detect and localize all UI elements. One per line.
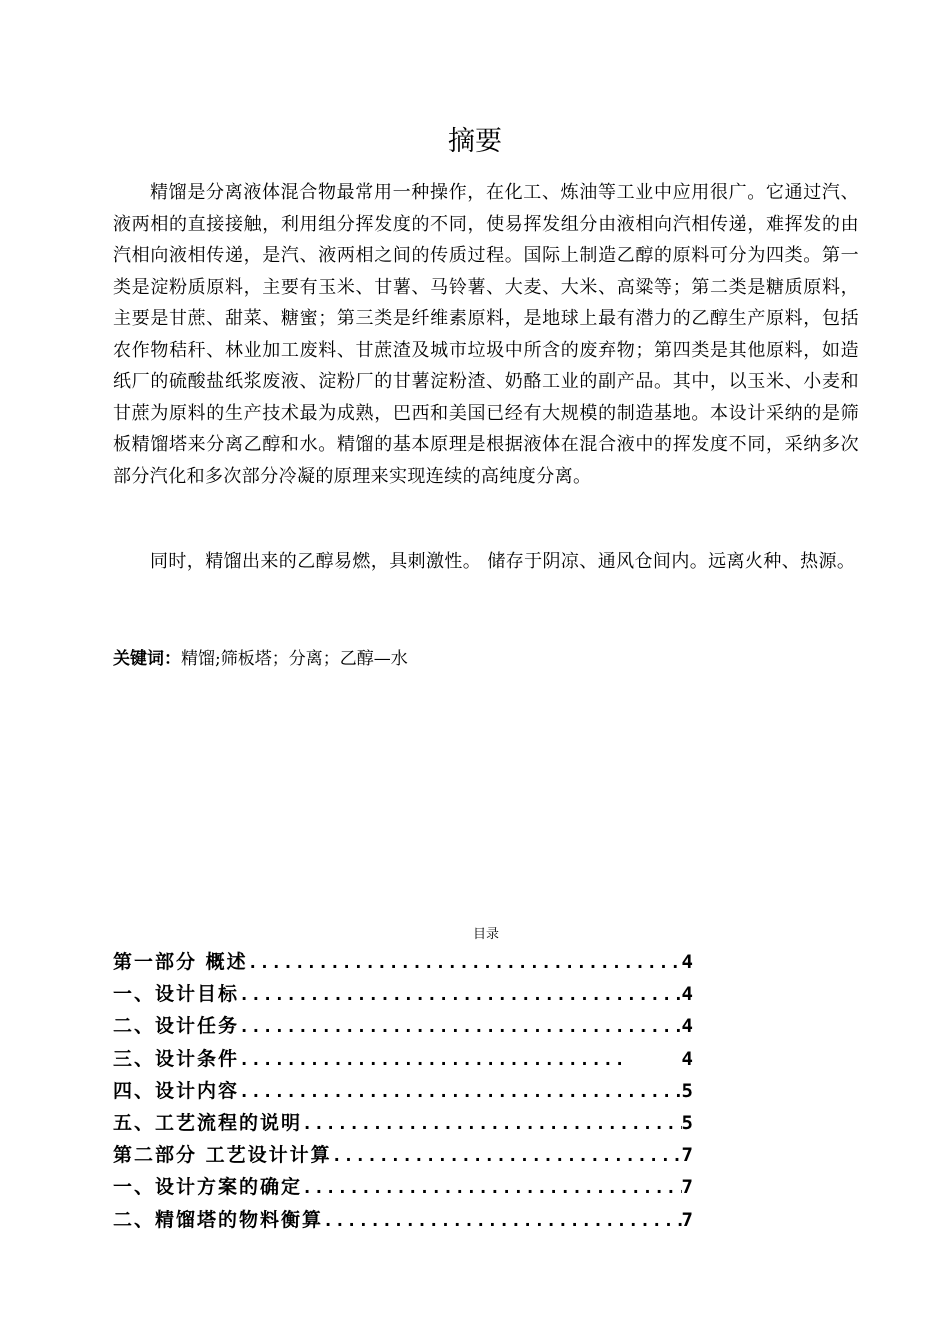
toc-entry[interactable] xyxy=(113,946,693,978)
abstract-paragraph-1 xyxy=(113,177,859,492)
toc-entry-label: 四、设计内容 xyxy=(113,1079,240,1102)
toc-entry[interactable] xyxy=(113,1107,693,1139)
toc-entry-page: 7 xyxy=(681,1208,693,1231)
toc-entry-label: 二、设计任务 xyxy=(113,1015,240,1038)
table-of-contents xyxy=(113,946,693,1236)
keywords-value: 精馏;筛板塔；分离；乙醇—水 xyxy=(181,649,408,669)
toc-entry-page: 7 xyxy=(681,1144,693,1167)
toc-leader-dots xyxy=(239,1076,682,1108)
toc-entry[interactable] xyxy=(113,1171,693,1203)
toc-leader-dots xyxy=(239,979,682,1011)
toc-leader-dots xyxy=(248,947,682,979)
toc-entry[interactable] xyxy=(113,1075,693,1107)
toc-entry[interactable] xyxy=(113,1204,693,1236)
toc-entry-page: 4 xyxy=(681,1047,693,1070)
toc-entry[interactable] xyxy=(113,1043,693,1075)
toc-leader-dots xyxy=(302,1108,682,1140)
keywords-line xyxy=(113,646,408,672)
keywords-label: 关键词： xyxy=(113,649,181,669)
toc-entry-page: 4 xyxy=(681,983,693,1006)
toc-entry[interactable] xyxy=(113,1139,693,1171)
toc-entry-page: 4 xyxy=(681,951,693,973)
toc-leader-dots xyxy=(239,1011,682,1043)
abstract-title: 摘要 xyxy=(448,126,502,157)
toc-leader-dots xyxy=(239,1044,621,1076)
toc-leader-dots xyxy=(323,1205,682,1237)
toc-entry-page: 5 xyxy=(681,1111,693,1134)
toc-entry-label: 二、精馏塔的物料衡算 xyxy=(113,1208,324,1231)
toc-entry-label: 五、工艺流程的说明 xyxy=(113,1111,303,1134)
toc-entry-label: 三、设计条件 xyxy=(113,1047,240,1070)
abstract-paragraph-2-text: 同时，精馏出来的乙醇易燃，具刺激性。 储存于阴凉、通风仓间内。远离火种、热源。 xyxy=(150,551,856,572)
toc-entry-label: 第二部分 工艺设计计算 xyxy=(113,1144,332,1167)
toc-entry-page: 5 xyxy=(681,1079,693,1102)
toc-entry[interactable] xyxy=(113,1010,693,1042)
toc-title: 目录 xyxy=(472,927,499,942)
toc-entry[interactable] xyxy=(113,978,693,1010)
toc-entry-label: 一、设计目标 xyxy=(113,983,240,1006)
toc-entry-page: 7 xyxy=(681,1176,693,1199)
toc-leader-dots xyxy=(302,1172,682,1204)
toc-leader-dots xyxy=(332,1140,682,1172)
toc-entry-label: 第一部分 概述 xyxy=(113,951,248,973)
toc-entry-page: 4 xyxy=(681,1015,693,1038)
toc-entry-label: 一、设计方案的确定 xyxy=(113,1176,303,1199)
abstract-paragraph-2 xyxy=(113,546,859,578)
abstract-paragraph-1-text: 精馏是分离液体混合物最常用一种操作，在化工、炼油等工业中应用很广。它通过汽、液两相的直接接触，利用组分挥发度的不同，使易挥发组分由液相向汽相传递，难挥发的由汽相向液相传递，是汽、液两相之间的传质过程。国际上制造乙醇的原料可分为四类。第一类是淀粉质原料，主要有玉米、甘薯、马铃薯、大麦、大米、高粱等；第二类是糖质原料，主要是甘蔗、甜菜、糖蜜；第三类是纤维素原料，是地球上最有潜力的乙醇生产原料，包括农作物秸秆、林业加工废料、甘蔗渣及城市垃圾中所含的废弃物；第四类是其他原料，如造纸厂的硫酸盐纸浆废液、淀粉厂的甘薯淀粉渣、奶酪工业的副产品。其中，以玉米、小麦和甘蔗为原料的生产技术最为成熟，巴西和美国已经有大规模的制造基地。本设计采纳的是筛板精馏塔来分离乙醇和水。精馏的基本原理是根据液体在混合液中的挥发度不同，采纳多次部分汽化和多次部分冷凝的原理来实现连续的高纯度分离。 xyxy=(113,182,859,487)
